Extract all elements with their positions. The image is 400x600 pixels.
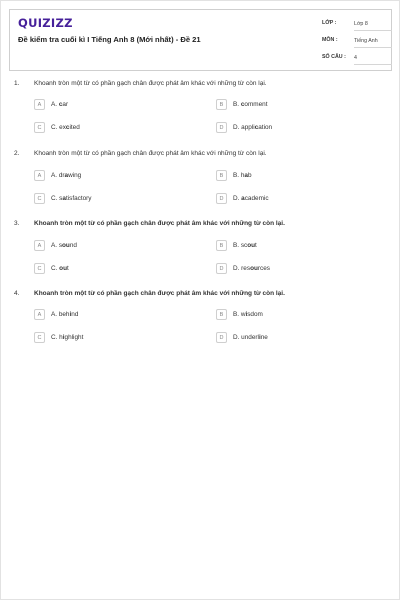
meta-value: 4 bbox=[354, 53, 392, 65]
question-number: 4. bbox=[14, 290, 20, 297]
option-text: B. wisdom bbox=[233, 311, 263, 318]
meta-row-subject bbox=[322, 34, 392, 51]
option-letter-box[interactable]: C bbox=[34, 122, 45, 133]
option-letter-box[interactable]: D bbox=[216, 122, 227, 133]
question-number: 1. bbox=[14, 80, 20, 87]
underlined-part: c bbox=[65, 124, 70, 131]
option-letter-box[interactable]: C bbox=[34, 332, 45, 343]
option-text: C. excited bbox=[51, 124, 80, 131]
question-number: 2. bbox=[14, 150, 20, 157]
option-text: C. out bbox=[51, 265, 69, 272]
option-text: A. drawing bbox=[51, 172, 82, 179]
option-letter-box[interactable]: A bbox=[34, 309, 45, 320]
meta-row-question-count bbox=[322, 51, 392, 68]
meta-label: MÔN : bbox=[322, 37, 338, 43]
underlined-part: ou bbox=[59, 265, 67, 272]
underlined-part: a bbox=[62, 195, 66, 202]
underlined-part: ou bbox=[62, 242, 70, 249]
underlined-part: ou bbox=[250, 265, 258, 272]
option-letter-box[interactable]: B bbox=[216, 240, 227, 251]
underlined-part: i bbox=[258, 334, 261, 341]
option-letter-box[interactable]: D bbox=[216, 263, 227, 274]
underlined-part: c bbox=[240, 101, 245, 108]
option-text: A. behind bbox=[51, 311, 79, 318]
question-number: 3. bbox=[14, 220, 20, 227]
option-text: B. hab bbox=[233, 172, 252, 179]
option-letter-box[interactable]: D bbox=[216, 193, 227, 204]
underlined-part: a bbox=[241, 195, 245, 202]
option-text: A. car bbox=[51, 101, 69, 108]
underlined-part: ou bbox=[247, 242, 256, 249]
option-letter-box[interactable]: C bbox=[34, 263, 45, 274]
question-text: Khoanh tròn một từ có phần gạch chân được phát âm khác với những từ còn lại. bbox=[34, 150, 267, 157]
option-letter-box[interactable]: B bbox=[216, 170, 227, 181]
option-text: B. scout bbox=[233, 242, 257, 249]
worksheet-title: Đề kiểm tra cuối kì I Tiếng Anh 8 (Mới nhất) - Đề 21 bbox=[18, 35, 201, 44]
option-text: C. satisfactory bbox=[51, 195, 92, 202]
quizizz-logo: QUIZIZZ bbox=[18, 16, 73, 30]
option-text: B. comment bbox=[233, 101, 268, 108]
option-letter-box[interactable]: A bbox=[34, 170, 45, 181]
option-letter-box[interactable]: A bbox=[34, 99, 45, 110]
option-text: D. underline bbox=[233, 334, 268, 341]
underlined-part: i bbox=[69, 311, 72, 318]
option-letter-box[interactable]: B bbox=[216, 309, 227, 320]
underlined-part: a bbox=[64, 172, 69, 179]
question-text: Khoanh tròn một từ có phần gạch chân được phát âm khác với những từ còn lại. bbox=[34, 290, 285, 297]
option-text: D. academic bbox=[233, 195, 269, 202]
option-letter-box[interactable]: A bbox=[34, 240, 45, 251]
question-text: Khoanh tròn một từ có phần gạch chân được phát âm khác với những từ còn lại. bbox=[34, 80, 267, 87]
meta-label: SỐ CÂU : bbox=[322, 54, 346, 60]
option-text: C. highlight bbox=[51, 334, 84, 341]
question-text: Khoanh tròn một từ có phần gạch chân được phát âm khác với những từ còn lại. bbox=[34, 220, 285, 227]
meta-row-class bbox=[322, 17, 392, 34]
worksheet-meta bbox=[322, 17, 392, 68]
option-text: D. resources bbox=[233, 265, 270, 272]
underlined-part: i bbox=[245, 311, 248, 318]
meta-label: LỚP : bbox=[322, 20, 337, 26]
meta-value: Lớp 8 bbox=[354, 19, 392, 31]
option-letter-box[interactable]: C bbox=[34, 193, 45, 204]
worksheet-header bbox=[9, 9, 392, 71]
underlined-part: i bbox=[62, 334, 65, 341]
underlined-part: c bbox=[254, 124, 259, 131]
underlined-part: a bbox=[244, 172, 248, 179]
option-letter-box[interactable]: B bbox=[216, 99, 227, 110]
option-letter-box[interactable]: D bbox=[216, 332, 227, 343]
option-text: A. sound bbox=[51, 242, 77, 249]
underlined-part: c bbox=[58, 101, 63, 108]
meta-value: Tiếng Anh bbox=[354, 36, 392, 48]
option-text: D. application bbox=[233, 124, 273, 131]
